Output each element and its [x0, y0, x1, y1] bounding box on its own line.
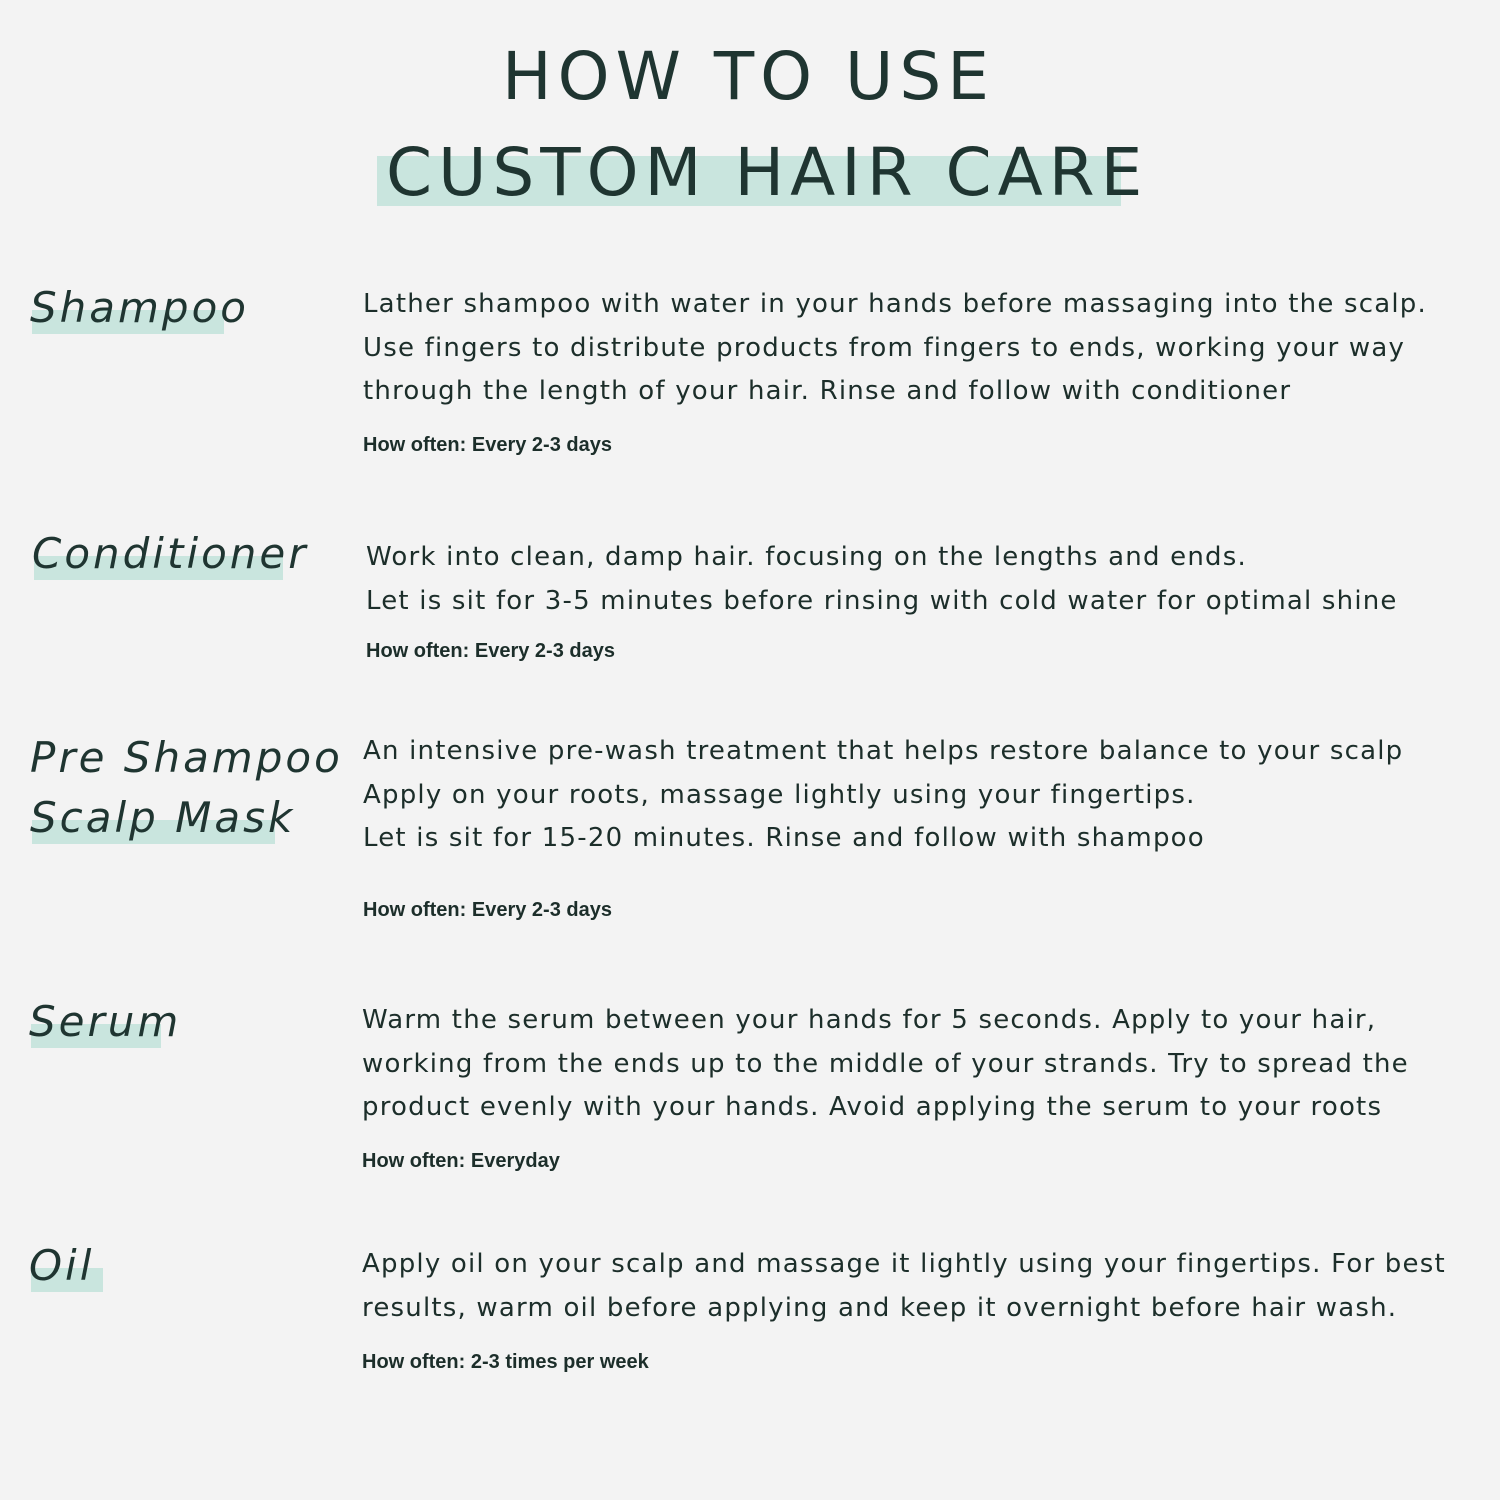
- description-line: Lather shampoo with water in your hands before massaging into the scalp.: [363, 289, 1427, 319]
- section-label: Conditioner: [32, 529, 309, 578]
- title-line-2: CUSTOM HAIR CARE: [386, 134, 1149, 211]
- how-often: How often: Every 2-3 days: [363, 899, 612, 921]
- description-line: Let is sit for 15-20 minutes. Rinse and follow with shampoo: [363, 823, 1205, 853]
- description-line: Warm the serum between your hands for 5 seconds. Apply to your hair,: [362, 1005, 1377, 1035]
- how-often: How often: Every 2-3 days: [366, 640, 615, 662]
- description-line: through the length of your hair. Rinse and follow with conditioner: [363, 376, 1292, 406]
- section-description: [362, 999, 1409, 1130]
- section-description: [362, 1243, 1446, 1330]
- how-often: How often: Every 2-3 days: [363, 434, 612, 456]
- description-line: working from the ends up to the middle of your strands. Try to spread the: [362, 1048, 1409, 1079]
- section-description: [363, 283, 1427, 414]
- section-label-line-1: Pre Shampoo: [30, 733, 343, 782]
- section-label-line-2: Scalp Mask: [30, 793, 296, 842]
- description-line: Apply on your roots, massage lightly using your fingertips.: [363, 779, 1196, 810]
- section-description: [363, 730, 1403, 861]
- description-line: results, warm oil before applying and keep it overnight before hair wash.: [362, 1292, 1398, 1323]
- section-description: [366, 536, 1398, 623]
- section-label: Serum: [29, 997, 182, 1046]
- description-line: Work into clean, damp hair. focusing on the lengths and ends.: [366, 542, 1247, 572]
- section-label: Oil: [29, 1241, 95, 1290]
- section-label: Shampoo: [30, 283, 249, 332]
- description-line: Use fingers to distribute products from fingers to ends, working your way: [363, 332, 1406, 363]
- description-line: An intensive pre-wash treatment that helps restore balance to your scalp: [363, 736, 1404, 766]
- description-line: Let is sit for 3-5 minutes before rinsing with cold water for optimal shine: [366, 585, 1398, 616]
- title-line-1: HOW TO USE: [502, 38, 995, 115]
- how-often: How often: 2-3 times per week: [362, 1351, 649, 1373]
- description-line: Apply oil on your scalp and massage it lightly using your fingertips. For best: [362, 1249, 1446, 1279]
- description-line: product evenly with your hands. Avoid applying the serum to your roots: [362, 1092, 1383, 1122]
- how-often: How often: Everyday: [362, 1150, 560, 1172]
